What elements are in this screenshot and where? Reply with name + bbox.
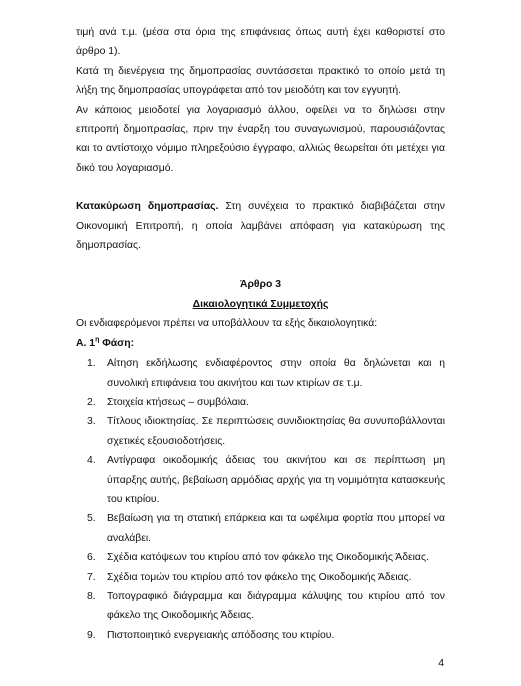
list-item <box>76 451 445 509</box>
list-item <box>76 393 445 412</box>
phase-heading <box>76 334 445 353</box>
list-item-number: 9. <box>87 629 96 641</box>
list-item-number: 4. <box>87 455 96 467</box>
documents-list <box>76 354 445 645</box>
phase-sup: η <box>95 336 100 344</box>
list-item-text: Στοιχεία κτήσεως – συμβόλαια. <box>107 396 249 408</box>
list-item-number: 5. <box>87 513 96 525</box>
list-item-number: 2. <box>87 396 96 408</box>
list-item-number: 3. <box>87 416 96 428</box>
phase-suffix: Φάση: <box>99 337 135 349</box>
intro-paragraph-2: Κατά τη διενέργεια της δημοπρασίας συντάσσεται πρακτικό το οποίο μετά τη λήξη της δημοπρασίας υπογράφεται από τον μειοδότη και τον εγγυητή. <box>76 65 445 97</box>
list-item-number: 1. <box>87 358 96 370</box>
phase-prefix: Α. 1 <box>76 337 96 349</box>
list-item <box>76 354 445 393</box>
list-item-text: Σχέδια τομών του κτιρίου από τον φάκελο της Οικοδομικής Άδειας. <box>107 571 412 583</box>
list-item <box>76 548 445 567</box>
list-item-number: 6. <box>87 552 96 564</box>
article-lead: Οι ενδιαφερόμενοι πρέπει να υποβάλλουν τα εξής δικαιολογητικά: <box>76 318 378 330</box>
list-item <box>76 568 445 587</box>
list-item-text: Τίτλους ιδιοκτησίας. Σε περιπτώσεις συνιδιοκτησίας θα συνυποβάλλονται σχετικές εξουσιοδοτήσεις. <box>107 416 445 447</box>
intro-paragraph-3: Αν κάποιος μειοδοτεί για λογαριασμό άλλου, οφείλει να το δηλώσει στην επιτροπή δημοπρασίας, πριν την έναρξη του συναγωνισμού, παρουσιάζοντας και το αντίστοιχο νόμιμο πληρεξούσιο έγγραφο, αλλιώς θεωρείται ότι μετέχει για δικό του λογαριασμό. <box>76 104 445 174</box>
kataktyrosi-text: Στη συνέχεια το πρακτικό διαβιβάζεται στην Οικονομική Επιτροπή, η οποία λαμβάνει απόφαση για κατακύρωση της δημοπρασίας. <box>76 201 445 252</box>
list-item-text: Τοπογραφικό διάγραμμα και διάγραμμα κάλυψης του κτιρίου από τον φάκελο της Οικοδομικής Άδειας. <box>107 590 445 622</box>
list-item-text: Βεβαίωση για τη στατική επάρκεια και τα ωφέλιμα φορτία που μπορεί να αναλάβει. <box>107 513 445 544</box>
list-item <box>76 626 445 645</box>
list-item-text: Αντίγραφα οικοδομικής άδειας του ακινήτου και σε περίπτωση μη ύπαρξης αυτής, βεβαίωση αρμόδιας αρχής για τη νομιμότητα κατασκευής του κτιρίου. <box>107 455 445 505</box>
kataktyrosi-label: Κατακύρωση δημοπρασίας. <box>76 201 219 213</box>
page-number: 4 <box>438 658 444 669</box>
article-subtitle: Δικαιολογητικά Συμμετοχής <box>192 298 329 310</box>
article-title: Άρθρο 3 <box>240 279 281 291</box>
kataktyrosi-paragraph <box>76 197 445 255</box>
list-item-text: Σχέδια κατόψεων του κτιρίου από τον φάκελο της Οικοδομικής Άδειας. <box>107 552 429 564</box>
intro-paragraph-1: τιμή ανά τ.μ. (μέσα στα όρια της επιφάνειας όπως αυτή έχει καθοριστεί στο άρθρο 1). <box>76 27 445 58</box>
list-item-text: Αίτηση εκδήλωσης ενδιαφέροντος στην οποία θα δηλώνεται και η συνολική επιφάνεια του ακινήτου και των κτιρίων σε τ.μ. <box>107 358 445 389</box>
list-item-number: 7. <box>87 571 96 583</box>
list-item-text: Πιστοποιητικό ενεργειακής απόδοσης του κτιρίου. <box>107 629 335 641</box>
list-item <box>76 587 445 626</box>
list-item <box>76 509 445 548</box>
list-item-number: 8. <box>87 590 96 602</box>
list-item <box>76 412 445 451</box>
page-content <box>76 23 445 645</box>
